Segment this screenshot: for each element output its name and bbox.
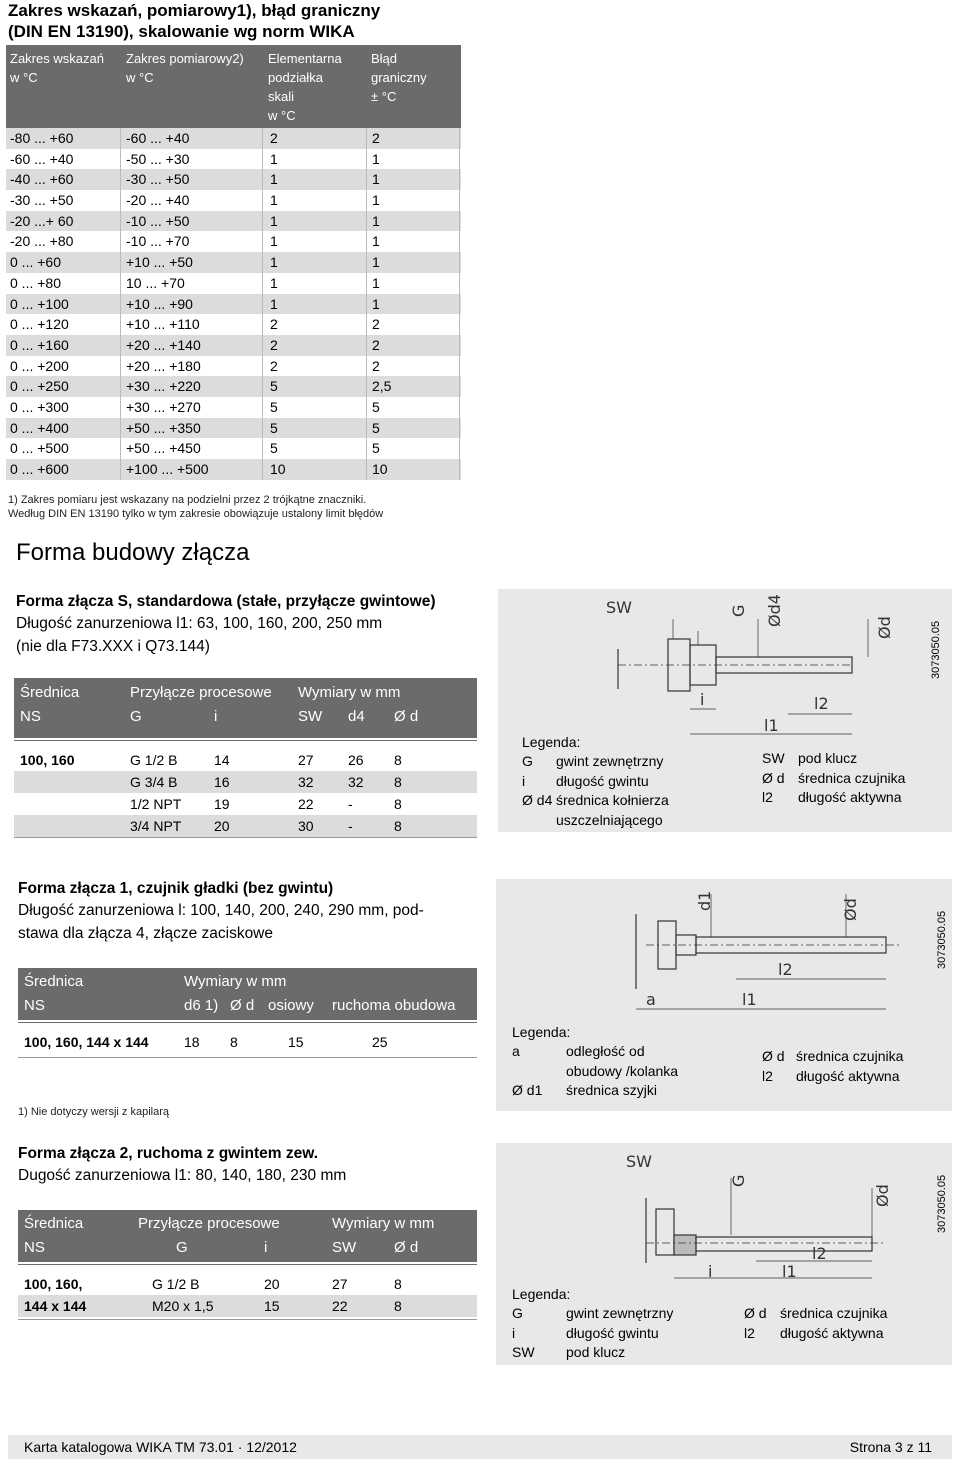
legend-value: średnica kołnierza (556, 792, 669, 808)
table-cell: 20 (214, 818, 230, 834)
table-cell: 100, 160, (24, 1276, 83, 1292)
table-cell: 0 ... +400 (10, 419, 69, 436)
block-1-line-2: stawa dla złącza 4, złącze zaciskowe (18, 925, 274, 942)
table-cell: G 1/2 B (130, 752, 178, 768)
table-cell: 1 (372, 274, 380, 291)
table-cell: 0 ... +60 (10, 254, 61, 271)
block-1-diagram-panel (496, 879, 952, 1111)
table-cell: - (348, 818, 353, 834)
table-cell: - (348, 796, 353, 812)
block-s-table (14, 678, 477, 838)
block-1-title: Forma złącza 1, czujnik gładki (bez gwintu) (18, 880, 334, 897)
table-cell: 8 (394, 1276, 402, 1292)
table-row (18, 1273, 477, 1295)
table-cell: 2 (270, 130, 278, 146)
block-1-legend-title: Legenda: (512, 1024, 571, 1040)
d1-label: d1 (695, 890, 714, 911)
table-cell: 2,5 (372, 378, 392, 395)
table-cell: 8 (230, 1034, 238, 1050)
table-row (6, 314, 461, 335)
legend-key: SW (512, 1344, 535, 1360)
legend-value: długość aktywna (780, 1324, 884, 1341)
footer-page-number: Strona 3 z 11 (849, 1439, 932, 1455)
block-2-diagram-panel (496, 1143, 952, 1365)
table-cell: 0 ... +200 (10, 357, 69, 374)
legend-value: uszczelniającego (556, 811, 663, 828)
block-1-note: 1) Nie dotyczy wersji z kapilarą (18, 1106, 169, 1118)
table-cell: -60 ... +40 (10, 150, 74, 167)
block-1-diagram (496, 879, 952, 1019)
table-row (6, 273, 461, 294)
table-cell: 0 ... +100 (10, 295, 69, 312)
table-cell: 2 (372, 130, 380, 146)
table-cell: 15 (288, 1034, 304, 1050)
legend-key: l2 (762, 1067, 773, 1084)
table-cell: G 1/2 B (152, 1276, 200, 1292)
table-row (14, 771, 477, 793)
block-2-title: Forma złącza 2, ruchoma z gwintem zew. (18, 1145, 319, 1162)
table-cell: +10 ... +90 (126, 295, 193, 312)
table-cell: +30 ... +270 (126, 398, 201, 415)
block-s-table-body (14, 749, 477, 837)
table-cell: +50 ... +350 (126, 419, 201, 436)
g-label: G (729, 604, 748, 617)
table-cell: +50 ... +450 (126, 440, 201, 457)
table-cell: -50 ... +30 (126, 150, 190, 167)
range-table-body (6, 128, 461, 480)
table-row (18, 1031, 477, 1053)
table-cell: 2 (270, 357, 278, 374)
header-col-scale-division: Elementarna podziałka skali w °C (268, 51, 342, 123)
table-cell: 0 ... +250 (10, 378, 69, 395)
block-s-diagram (498, 589, 952, 739)
title-line-2: (DIN EN 13190), skalowanie wg norm WIKA (8, 22, 355, 41)
table-cell: 16 (214, 774, 230, 790)
i-label: i (700, 690, 705, 709)
l2-label: l2 (778, 960, 793, 979)
table-cell: 18 (184, 1034, 200, 1050)
table-cell: 22 (298, 796, 314, 812)
block-2-code: 3073050.05 (936, 1174, 948, 1233)
table-cell: 27 (332, 1276, 348, 1292)
table-cell: -30 ... +50 (126, 171, 190, 188)
table-cell: 1 (270, 254, 278, 271)
table-row (14, 749, 477, 771)
d-label: Ød (875, 616, 894, 639)
table-row (6, 335, 461, 356)
legend-key: Ø d (762, 769, 785, 786)
table-row (18, 1295, 477, 1317)
table-cell: 2 (270, 336, 278, 353)
table-cell: 32 (348, 774, 364, 790)
legend-value: średnica czujnika (796, 1048, 904, 1064)
table-cell: 25 (372, 1034, 388, 1050)
table-cell: +10 ... +50 (126, 254, 193, 271)
table-cell: +20 ... +140 (126, 336, 201, 353)
table-cell: 0 ... +600 (10, 461, 69, 477)
table-cell: 8 (394, 796, 402, 812)
block-2-text (18, 1143, 498, 1187)
column-divider (366, 128, 367, 480)
legend-value: gwint zewnętrzny (556, 753, 664, 769)
table-cell: 100, 160, 144 x 144 (24, 1034, 149, 1050)
l1-label: l1 (742, 990, 757, 1009)
i-label: i (708, 1262, 713, 1281)
table-cell: 5 (372, 398, 380, 415)
table-cell: 1 (372, 295, 380, 312)
table-cell: 1 (372, 233, 380, 250)
block-1-code: 3073050.05 (936, 910, 948, 969)
table-cell: 22 (332, 1298, 348, 1314)
block-s-table-header: Średnica Przyłącze procesowe Wymiary w mm NS G i SW d4 Ø d (14, 678, 477, 738)
table-cell: 2 (372, 336, 380, 353)
table-cell: 0 ... +120 (10, 316, 69, 333)
table-cell: 10 (372, 461, 388, 477)
block-s-text (16, 591, 496, 658)
table-cell: 1 (372, 171, 380, 188)
block-2-line-1: Dugość zanurzeniowa l1: 80, 140, 180, 230 mm (18, 1167, 347, 1184)
block-2-diagram (496, 1143, 952, 1283)
page-footer (8, 1435, 952, 1459)
table-cell: -10 ... +70 (126, 233, 190, 250)
table-cell: 1 (372, 192, 380, 209)
table-cell: 1 (270, 274, 278, 291)
block-s-line-1: Długość zanurzeniowa l1: 63, 100, 160, 200, 250 mm (16, 615, 383, 632)
legend-key: G (512, 1305, 523, 1321)
legend-key: a (512, 1043, 520, 1059)
block-1-table-header: Średnica Wymiary w mm NS d6 1) Ø d osiowy ruchoma obudowa (18, 968, 477, 1020)
table-cell: M20 x 1,5 (152, 1298, 214, 1314)
block-2-table (18, 1210, 477, 1320)
table-row (6, 211, 461, 232)
legend-key: SW (762, 750, 785, 766)
title-line-1: Zakres wskazań, pomiarowy1), błąd graniczny (8, 1, 381, 20)
table-cell: -60 ... +40 (126, 130, 190, 146)
table-cell: -20 ... +40 (126, 192, 190, 209)
block-s-legend-title: Legenda: (522, 734, 581, 750)
table-row (6, 252, 461, 273)
l1-label: l1 (764, 716, 779, 735)
header-col-display-range: Zakres wskazań w °C (10, 51, 104, 85)
table-cell: +100 ... +500 (126, 461, 209, 477)
table-row (6, 169, 461, 190)
column-divider (262, 128, 263, 480)
legend-value: długość aktywna (798, 789, 902, 805)
sw-label: SW (606, 598, 632, 617)
l2-label: l2 (812, 1244, 827, 1263)
block-s-line-2: (nie dla F73.XXX i Q73.144) (16, 638, 210, 655)
d4-label: Ød4 (765, 594, 784, 627)
table-cell: 20 (264, 1276, 280, 1292)
table-cell: 5 (270, 378, 278, 395)
legend-key: l2 (744, 1324, 755, 1341)
d-label: Ød (841, 898, 860, 921)
block-s-code: 3073050.05 (930, 620, 942, 679)
table-row (6, 459, 461, 480)
table-cell: 1 (270, 171, 278, 188)
table-row (6, 294, 461, 315)
section-title: Forma budowy złącza (16, 539, 250, 566)
table-cell: -80 ... +60 (10, 130, 74, 146)
legend-key: i (522, 772, 526, 789)
table-cell: -20 ... +80 (10, 233, 74, 250)
table-cell: 14 (214, 752, 230, 768)
table-cell: 0 ... +300 (10, 398, 69, 415)
table-row (6, 376, 461, 397)
a-label: a (646, 990, 656, 1009)
table-cell: 15 (264, 1298, 280, 1314)
table-row (14, 815, 477, 837)
table-cell: 1 (270, 150, 278, 167)
legend-value: średnica czujnika (780, 1305, 888, 1321)
table-cell: 8 (394, 774, 402, 790)
legend-value: pod klucz (798, 750, 858, 766)
l1-label: l1 (782, 1262, 797, 1281)
legend-key: Ø d (744, 1305, 767, 1321)
legend-value: obudowy /kolanka (566, 1062, 679, 1079)
block-s-diagram-panel (498, 589, 952, 832)
table-row (6, 356, 461, 377)
table-cell: -20 ...+ 60 (10, 212, 74, 229)
table-cell: 3/4 NPT (130, 818, 182, 834)
legend-value: gwint zewnętrzny (566, 1305, 674, 1321)
table-row (6, 418, 461, 439)
table-cell: 1/2 NPT (130, 796, 182, 812)
block-1-table-body (18, 1031, 477, 1053)
legend-value: długość gwintu (556, 772, 649, 789)
table-cell: 30 (298, 818, 314, 834)
table-cell: 100, 160 (20, 752, 75, 768)
table-cell: 1 (372, 254, 380, 271)
g-label: G (729, 1174, 748, 1187)
table-cell: G 3/4 B (130, 774, 178, 790)
table-cell: +10 ... +110 (126, 316, 200, 333)
table-cell: 5 (270, 398, 278, 415)
column-divider (459, 128, 460, 480)
page-title (8, 0, 380, 42)
block-1-line-1: Długość zanurzeniowa l: 100, 140, 200, 240, 290 mm, pod- (18, 902, 424, 919)
table-cell: 0 ... +160 (10, 336, 69, 353)
table-cell: 2 (372, 357, 380, 374)
table-cell: 1 (270, 192, 278, 209)
table-cell: 1 (270, 233, 278, 250)
table-cell: 1 (270, 295, 278, 312)
sw-label: SW (626, 1152, 652, 1171)
table-cell: 2 (372, 316, 380, 333)
table-row (6, 128, 461, 149)
table-cell: 32 (298, 774, 314, 790)
legend-value: średnica czujnika (798, 769, 906, 786)
table-cell: 0 ... +80 (10, 274, 61, 291)
block-2-table-header: Średnica Przyłącze procesowe Wymiary w mm NS G i SW Ø d (18, 1210, 477, 1262)
block-1-table (18, 968, 477, 1058)
table-cell: 5 (270, 419, 278, 436)
table-cell: 1 (270, 212, 278, 229)
legend-value: długość aktywna (796, 1067, 900, 1084)
table-cell: 27 (298, 752, 314, 768)
table-cell: -40 ... +60 (10, 171, 74, 188)
table-cell: 8 (394, 1298, 402, 1314)
d-label: Ød (873, 1184, 892, 1207)
block-1-text (18, 878, 498, 945)
table-cell: +30 ... +220 (126, 378, 201, 395)
range-table (6, 45, 461, 480)
table-cell: 5 (372, 440, 380, 457)
table-cell: 26 (348, 752, 364, 768)
header-col-measure-range: Zakres pomiarowy2) w °C (126, 51, 244, 85)
table-cell: -10 ... +50 (126, 212, 190, 229)
table-cell: 19 (214, 796, 230, 812)
header-col-error-limit: Błąd graniczny ± °C (371, 51, 427, 104)
table-cell: 8 (394, 818, 402, 834)
legend-key: G (522, 753, 533, 769)
legend-key: l2 (762, 789, 773, 805)
range-table-notes (8, 493, 383, 521)
table-row (6, 397, 461, 418)
legend-key: i (512, 1324, 516, 1341)
table-cell: -30 ... +50 (10, 192, 74, 209)
table-row (6, 438, 461, 459)
l2-label: l2 (814, 694, 829, 713)
table-row (6, 149, 461, 170)
legend-value: pod klucz (566, 1344, 626, 1360)
range-table-header (6, 45, 461, 128)
table-cell: 1 (372, 212, 380, 229)
table-cell: 1 (372, 150, 380, 167)
column-divider (120, 128, 121, 480)
legend-value: długość gwintu (566, 1324, 659, 1341)
table-cell: +20 ... +180 (126, 357, 201, 374)
legend-key: Ø d4 (522, 792, 553, 808)
table-row (6, 231, 461, 252)
table-row (14, 793, 477, 815)
table-cell: 0 ... +500 (10, 440, 69, 457)
block-2-legend-title: Legenda: (512, 1286, 571, 1302)
range-note-2: Według DIN EN 13190 tylko w tym zakresie obowiązuje ustalony limit błędów (8, 508, 384, 520)
table-cell: 10 ... +70 (126, 274, 185, 291)
table-row (6, 190, 461, 211)
table-cell: 8 (394, 752, 402, 768)
footer-document-id: Karta katalogowa WIKA TM 73.01 · 12/2012 (24, 1439, 297, 1455)
block-s-title: Forma złącza S, standardowa (stałe, przyłącze gwintowe) (16, 593, 436, 610)
table-cell: 144 x 144 (24, 1298, 87, 1314)
range-note-1: 1) Zakres pomiaru jest wskazany na podzielni przez 2 trójkątne znaczniki. (8, 494, 367, 506)
legend-key: Ø d1 (512, 1082, 543, 1098)
legend-value: odległość od (566, 1043, 645, 1059)
table-cell: 5 (270, 440, 278, 457)
block-2-table-body (18, 1273, 477, 1317)
legend-key: Ø d (762, 1048, 785, 1064)
table-cell: 10 (270, 461, 286, 477)
table-cell: 2 (270, 316, 278, 333)
legend-value: średnica szyjki (566, 1082, 658, 1098)
table-cell: 5 (372, 419, 380, 436)
